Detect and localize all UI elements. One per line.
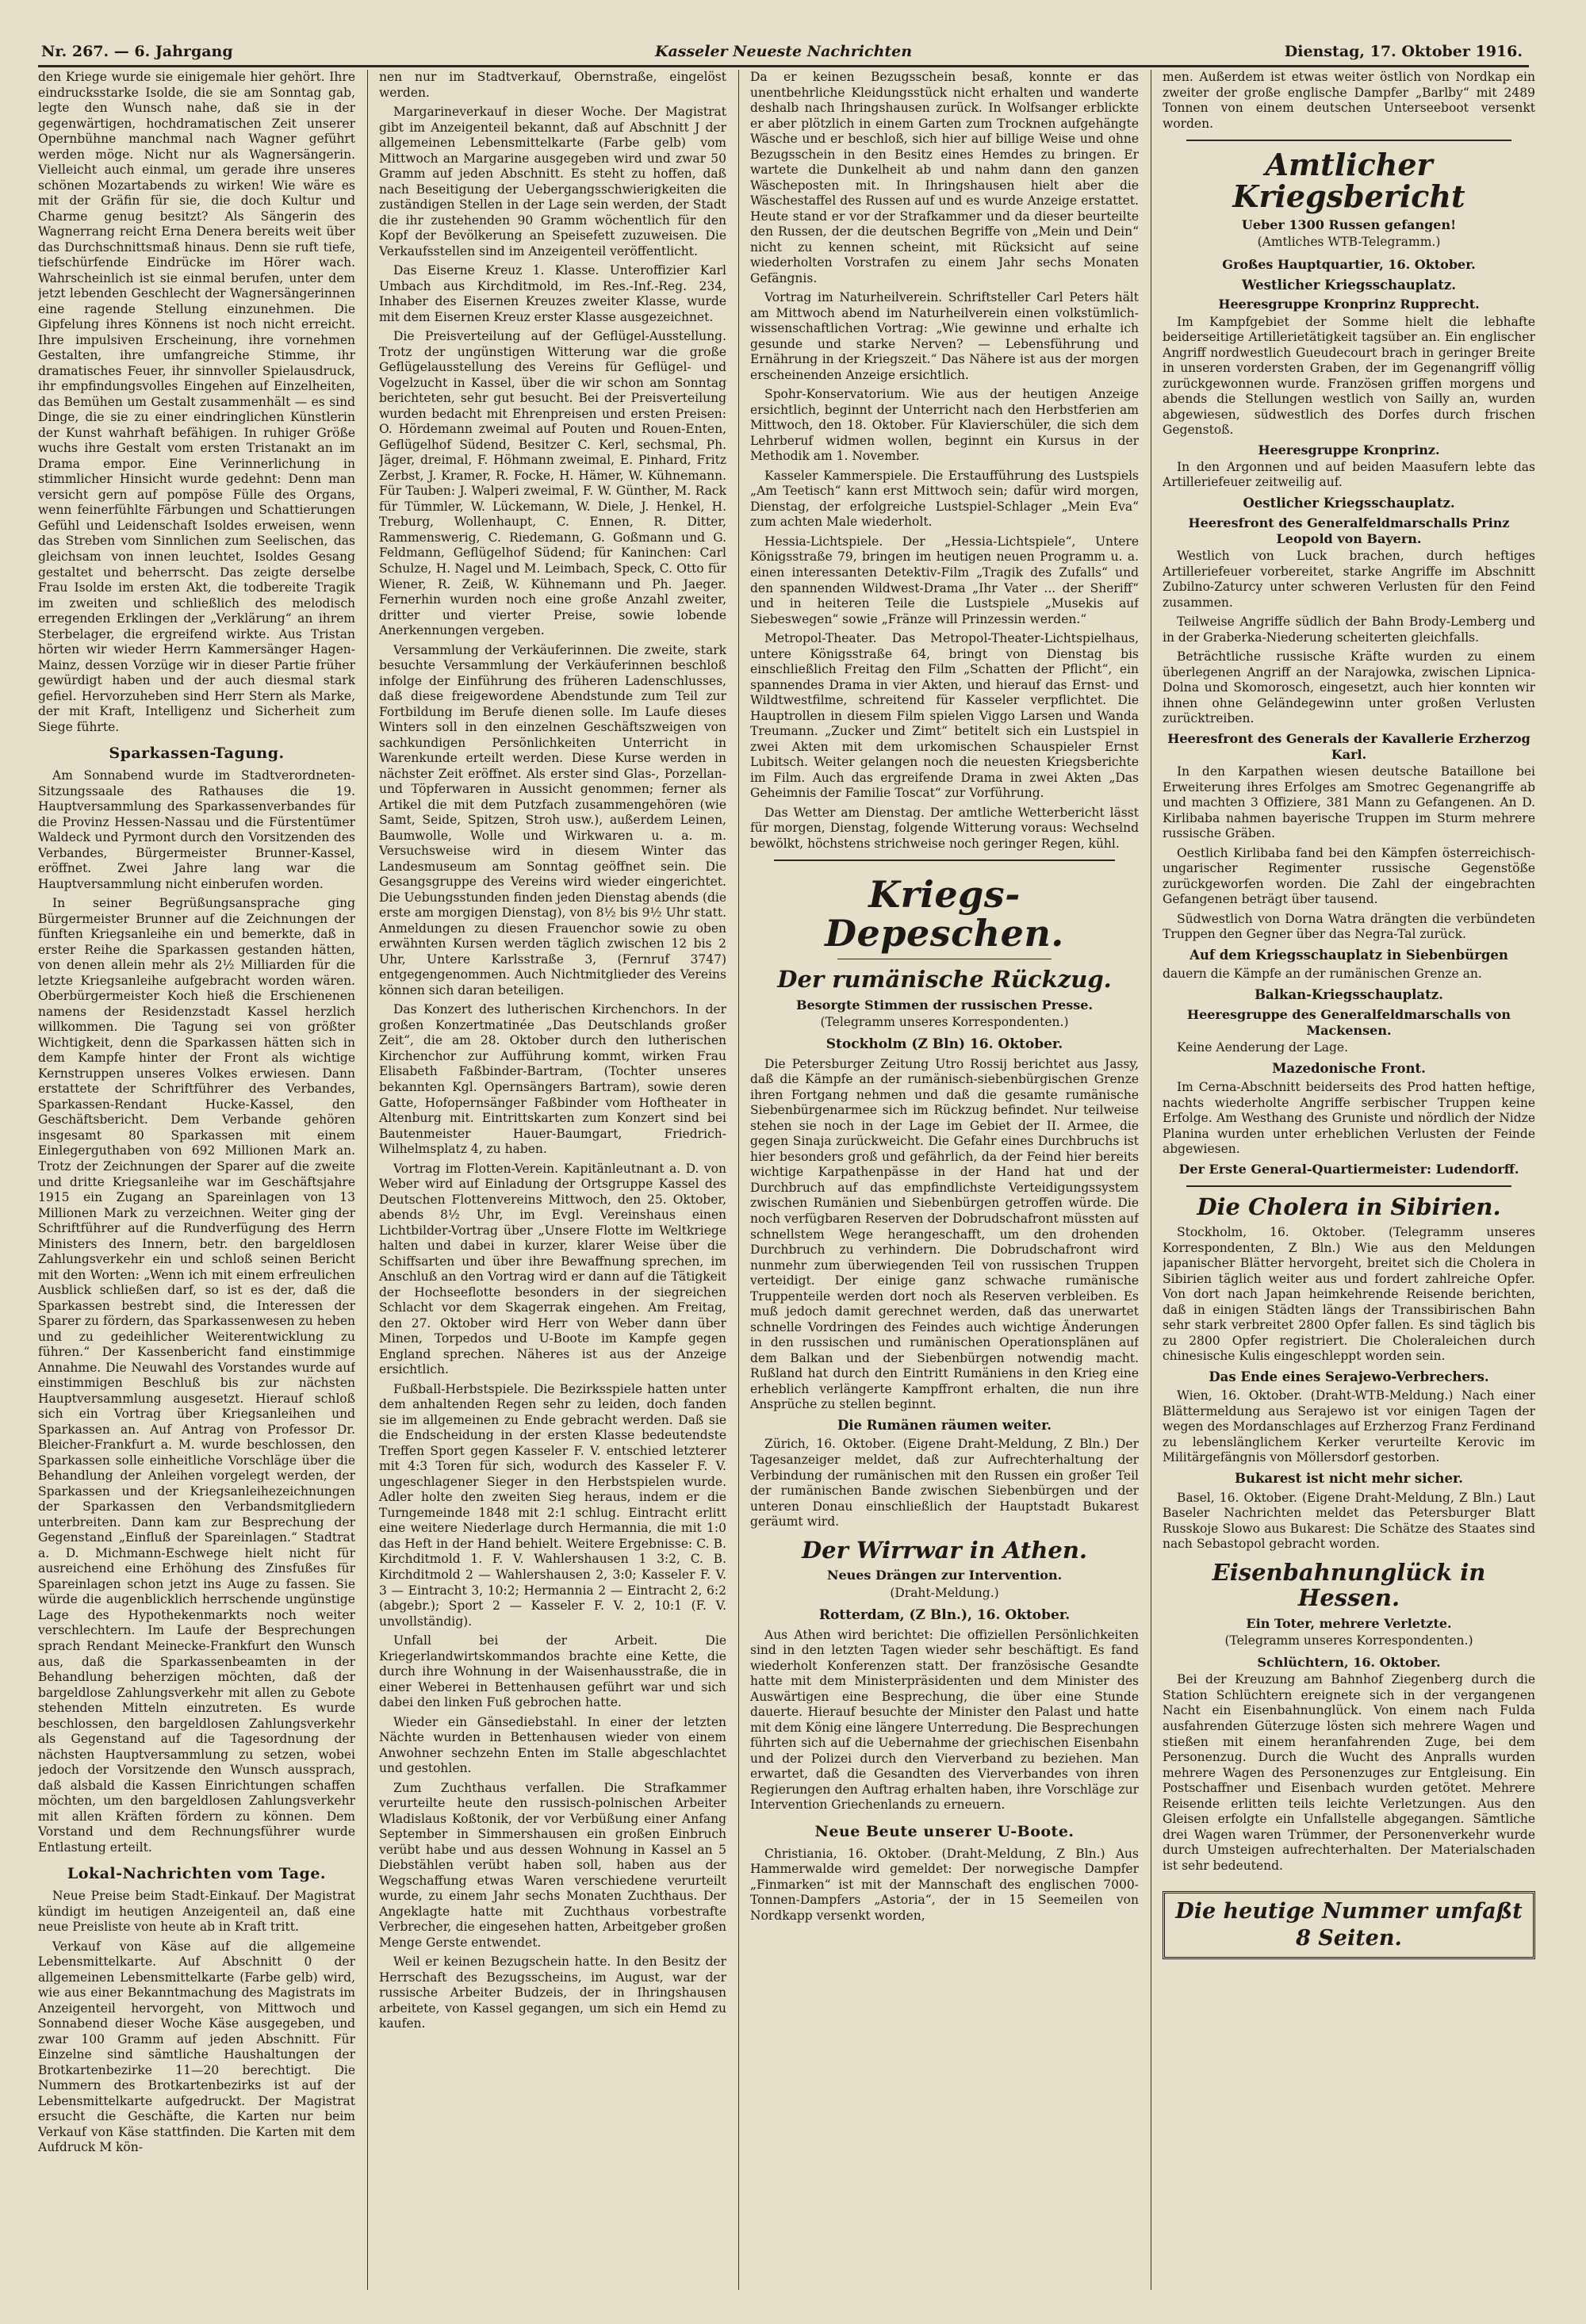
article-paragraph: Wien, 16. Oktober. (Draht-WTB-Meldung.) Nach einer Blättermeldung aus Serajewo ist vor einigen Tagen der wegen des Mordanschlages auf Erzherzog Franz Ferdinand zu lebenslänglichem Kerker verurteilte Kerovic im Militärgefängnis von Möllersdorf gestorben.	[1163, 1388, 1535, 1465]
column-1	[38, 70, 355, 2290]
article-paragraph: Beträchtliche russische Kräfte wurden zu einem überlegenen Angriff an der Narajowka, zwischen Lipnica-Dolna und Skomorosch, eingesetzt, auch hier konnten wir ihnen ohne Geländegewinn unter großen Verlusten zurücktreiben.	[1163, 649, 1535, 726]
article-paragraph: Stockholm, 16. Oktober. (Telegramm unseres Korrespondenten, Z Bln.) Wie aus den Meldungen japanischer Blätter hervorgeht, breitet sich die Cholera in Sibirien täglich weiter aus und fordert zahlreiche Opfer. Von dort nach Japan heimkehrende Reisende berichten, daß in einigen Städten längs der Transsibirischen Bahn sehr stark verbreitet 2800 Opfer fallen. Es sind täglich bis zu 2800 Opfer registriert. Die Choleraleichen durch chinesische Kulis eingeschleppt worden sein.	[1163, 1224, 1535, 1364]
section-subheading: Heeresgruppe Kronprinz Rupprecht.	[1218, 297, 1480, 312]
article-paragraph: Das Wetter am Dienstag. Der amtliche Wetterbericht lässt für morgen, Dienstag, folgende Witterung voraus: Wechselnd bewölkt, höchstens strichweise noch geringer Regen, kühl.	[750, 805, 1139, 851]
issue-date: Dienstag, 17. Oktober 1916.	[1284, 43, 1523, 60]
article-paragraph: nen nur im Stadtverkauf, Obernstraße, eingelöst werden.	[379, 70, 726, 100]
column-rule	[367, 70, 368, 2290]
section-subheading: Heeresgruppe des Generalfeldmarschalls von Mackensen.	[1186, 1006, 1511, 1038]
article-paragraph: Verkauf von Käse auf die allgemeine Lebensmittelkarte. Auf Abschnitt 0 der allgemeinen Lebensmittelkarte (Farbe gelb) wird, wie aus einer Bekanntmachung des Magistrats im Anzeigenteil hervorgeht, von Mittwoch und Sonnabend dieser Woche Käse ausgegeben, und zwar 100 Gramm auf jeden Abschnitt. Für Einzelne sind sämtliche Haushaltungen der Brotkartenbezirke 11—20 berechtigt. Die Nummern des Brotkartenbezirks ist auf der Lebensmittelkarte aufgedruckt. Der Magistrat ersucht die Geschäfte, die Karten nur beim Verkauf von Käse stattfinden. Die Karten mit dem Aufdruck M kön-	[38, 1939, 355, 2155]
article-paragraph: Zürich, 16. Oktober. (Eigene Draht-Meldung, Z Bln.) Der Tagesanzeiger meldet, daß zur Aufrechterhaltung der Verbindung der rumänischen mit den Russen ein großer Teil der rumänischen Bande zwischen Siebenbürgen und der unteren Donau einschließlich der Hauptstadt Bukarest geräumt wird.	[750, 1437, 1139, 1530]
headline-rumaenen-raeumen: Die Rumänen räumen weiter.	[837, 1417, 1052, 1433]
article-paragraph: Vortrag im Naturheilverein. Schriftsteller Carl Peters hält am Mittwoch abend im Naturheilverein einen volkstümlich-wissenschaftlichen Vortrag: „Wie gewinne und erhalte ich gesunde und starke Nerven? — Lebensführung und Ernährung in der Kriegszeit.“ Das Nähere ist aus der morgen erscheinenden Anzeige ersichtlich.	[750, 290, 1139, 382]
headline-bukarest: Bukarest ist nicht mehr sicher.	[1235, 1470, 1463, 1486]
section-heading: Oestlicher Kriegsschauplatz.	[1243, 495, 1455, 511]
article-paragraph: Basel, 16. Oktober. (Eigene Draht-Meldung, Z Bln.) Laut Baseler Nachrichten meldet das Petersburger Blatt Russkoje Slowo aus Bukarest: Die Schätze des Staates sind nach Sebastopol gebracht worden.	[1163, 1490, 1535, 1552]
section-divider	[1186, 1185, 1511, 1187]
article-paragraph: Unfall bei der Arbeit. Die Kriegerlandwirtskommandos brachte eine Kette, die durch ihre Wohnung in der Waisenhausstraße, die in einer Weberei in Bettenhausen geführt war und sich dabei den linken Fuß gebrochen hatte.	[379, 1633, 726, 1710]
article-paragraph: Zum Zuchthaus verfallen. Die Strafkammer verurteilte heute den russisch-polnischen Arbeiter Wladislaus Koßtonik, der vor Verbüßung einer Anfang September in Simmershausen ein großen Einbruch verübt habe und aus dessen Wohnung in Kassel an 5 Diebstählen verübt haben soll, haben aus der Wegschaffung etwas Waren verschiedene verurteilt wurde, zu einem Jahr sechs Monaten Zuchthaus. Der Angeklagte hatte mit Zuchthaus vorbestrafte Verbrecher, die eingesehen hatten, Arbeitgeber großen Menge Gerste entwendet.	[379, 1780, 726, 1950]
headline-eisenbahnunglueck: Eisenbahnunglück in Hessen.	[1212, 1558, 1486, 1611]
article-paragraph: Das Eiserne Kreuz 1. Klasse. Unteroffizier Karl Umbach aus Kirchditmold, im Res.-Inf.-Reg. 234, Inhaber des Eisernen Kreuzes zweiter Klasse, wurde mit dem Eisernen Kreuz erster Klasse ausgezeichnet.	[379, 263, 726, 324]
article-paragraph: Fußball-Herbstspiele. Die Bezirksspiele hatten unter dem anhaltenden Regen sehr zu leiden, doch fanden sie im allgemeinen zu Ende gebracht werden. Daß sie die Endscheidung in der ersten Klasse bedeutendste Treffen Sport gegen Kasseler F. V. entschied letzterer mit 4:3 Toren für sich, wodurch des Kasseler F. V. ungeschlagener Sieger in den Herbstspielen wurde. Adler holte den zweiten Sieg heraus, indem er die Turngemeinde 1848 mit 2:1 schlug. Eintracht erlitt eine weitere Niederlage durch Hermannia, die mit 1:0 das Heft in der Hand behielt. Weitere Ergebnisse: C. B. Kirchditmold 1. F. V. Wahlershausen 1 3:2, C. B. Kirchditmold 2 — Wahlershausen 2, 3:0; Kasseler F. V. 3 — Eintracht 3, 10:2; Hermannia 2 — Eintracht 2, 6:2 (abgebr.); Sport 2 — Kasseler F. V. 2, 10:1 (F. V. unvollständig).	[379, 1381, 726, 1629]
article-paragraph: Neue Preise beim Stadt-Einkauf. Der Magistrat kündigt im heutigen Anzeigenteil an, daß eine neue Preisliste von heute ab in Kraft tritt.	[38, 1889, 355, 1935]
headline-lokal: Lokal-Nachrichten vom Tage.	[67, 1865, 327, 1883]
article-paragraph: Da er keinen Bezugsschein besaß, konnte er das unentbehrliche Kleidungsstück nicht erhalten und wanderte deshalb nach Ihringshausen zurück. In Wolfsanger erblickte er aber plötzlich in einem Garten zum Trocknen aufgehängte Wäsche und er beschloß, sich hier auf billige Weise und ohne Bezugsschein in den Besitz eines Hemdes zu bringen. Er wartete die Dunkelheit ab und nahm dann den ganzen Wäscheposten mit. In Ihringshausen hielt aber die Wäschestaffel des Russen auf und es wurde Anzeige erstattet. Heute stand er vor der Strafkammer und da dieser beurteilte den Russen, der die deutschen Begriffe von „Mein und Dein“ nicht zu kennen scheint, mit Rücksicht auf seine wiederholten Vorstrafen zu einem Jahr sechs Monaten Gefängnis.	[750, 70, 1139, 285]
section-subheading: Heeresfront des Generalfeldmarschalls Prinz Leopold von Bayern.	[1188, 515, 1510, 546]
section-subheading: Heeresfront des Generals der Kavallerie Erzherzog Karl.	[1167, 730, 1530, 762]
source-note: (Draht-Meldung.)	[890, 1585, 999, 1600]
column-3	[750, 70, 1139, 2290]
article-paragraph: Christiania, 16. Oktober. (Draht-Meldung, Z Bln.) Aus Hammerwalde wird gemeldet: Der norwegische Dampfer „Finmarken“ ist mit der Mannschaft des englischen 7000-Tonnen-Dampfers „Astoria“, der in 15 Seemeilen von Nordkapp versenkt worden,	[750, 1846, 1139, 1923]
column-2	[379, 70, 726, 2290]
article-paragraph: Margarineverkauf in dieser Woche. Der Magistrat gibt im Anzeigenteil bekannt, daß auf Abschnitt J der allgemeinen Lebensmittelkarte (Farbe gelb) vom Mittwoch an Margarine ausgegeben wird und zwar 50 Gramm auf jeden Abschnitt. Es steht zu hoffen, daß nach Beseitigung der Uebergangsschwierigkeiten die zuständigen Stellen in der Lage sein werden, der Stadt die ihr zustehenden 90 Gramm wöchentlich für den Kopf der Bevölkerung an Speisefett zuzuweisen. Die Verkaufsstellen sind im Anzeigenteil veröffentlicht.	[379, 105, 726, 258]
section-divider	[774, 860, 1115, 861]
article-paragraph: Versammlung der Verkäuferinnen. Die zweite, stark besuchte Versammlung der Verkäuferinnen beschloß infolge der Einführung des früheren Ladenschlusses, daß diese freigewordene Abendstunde zum Teil zur Fortbildung im Berufe dienen solle. Im Laufe dieses Winters soll in den einzelnen Geschäftszweigen von sachkundigen Persönlichkeiten Unterricht in Warenkunde erteilt werden. Diese Kurse werden in nächster Zeit eröffnet. Als erster sind Glas-, Porzellan- und Töpferwaren in Aussicht genommen; ferner als Artikel die mit dem Putzfach zusammengehören (wie Samt, Seide, Spitzen, Stroh usw.), außerdem Leinen, Baumwolle, Wolle und Wirkwaren u. a. m. Versuchsweise wird in diesem Winter das Landesmuseum am Sonntag geöffnet sein. Die Gesangsgruppe des Vereins wird wieder eingerichtet. Die Uebungsstunden finden jeden Dienstag abends (die erste am morgigen Dienstag), von 8½ bis 9½ Uhr statt. Anmeldungen zu diesen Frauenchor sowie zu oben erwähnten Kursen werden täglich zwischen 12 bis 2 Uhr, Untere Karlsstraße 3, (Fernruf 3747) entgegengenommen. Auch Nichtmitglieder des Vereins können sich daran beteiligen.	[379, 642, 726, 997]
article-paragraph: den Kriege wurde sie einigemale hier gehört. Ihre eindrucksstarke Isolde, die sie am Sonntag gab, legte den Wunsch nahe, daß sie in der gegenwärtigen, hochdramatischen Zeit unserer Opernbühne manchmal nach Wagner geführt werden möge. Nicht nur als Wagnersängerin. Vielleicht auch einmal, um gerade ihre unseres schönen Mozartabends zu wirken! Wie wäre es mit der Gräfin für sie, die doch Kultur und Charme genug besitzt? Als Sängerin des Wagnerrang reicht Erna Denera bereits weit über das Durchschnittsmaß hinaus. Denn sie ruft tiefe, tiefschürfende Eindrücke im Hörer wach. Wahrscheinlich ist sie einmal berufen, unter dem jetzt lebenden Geschlecht der Wagnersängerinnen eine ragende Stellung einzunehmen. Die Gipfelung ihres Könnens ist noch nicht erreicht. Ihre impulsiven Erscheinung, ihre vornehmen Gestalten, ihre umfangreiche Stimme, ihr dramatisches Feuer, ihr sinnvoller Spielausdruck, ihr empfindungsvolles Eingehen auf Einzelheiten, das Bemühen um Gestalt zusammenhält — es sind Dinge, die sie zu einer eindringlichen Künstlerin der Kunst wahrhaft befähigen. In ruhiger Größe wuchs ihre Gestalt vom ersten Tristanakt an im Drama empor. Eine Verinnerlichung in stimmlicher Hinsicht wurde gedehnt: Denn man versicht gern auf pompöse Fülle des Organs, wenn feinerfühlte Färbungen und Schattierungen Gefühl und Leidenschaft Isoldes erweisen, wenn das Streben vom Sinnlichen zum Seelischen, das gleichsam von innen leuchtet, Isoldes Gesang gestaltet und beherrscht. Das zeigte derselbe Frau Isolde im ersten Akt, die todbereite Tragik im zweiten und schließlich des melodisch erregenden Erklingen der „Verklärung“ an ihrem Sterbelager, die ergreifend wirkte. Aus Tristan hörten wir wieder Herrn Kammersänger Hagen-Mainz, dessen Vorzüge wir in dieser Partie früher gewürdigt haben und der auch diesmal stark gefiel. Hervorzuheben sind Herr Stern als Marke, der mit Kraft, Intelligenz und Sicherheit zum Siege führte.	[38, 70, 355, 734]
article-paragraph: Metropol-Theater. Das Metropol-Theater-Lichtspielhaus, untere Königsstraße 64, bringt von Dienstag bis einschließlich Freitag den Film „Schatten der Pflicht“, ein spannendes Drama in vier Akten, und hierauf das Ernst- und Wildtwestfilme, schreitend für Kasseler verpflichtet. Die Hauptrollen in diesem Film spielen Viggo Larsen und Wanda Treumann. „Zucker und Zimt“ betitelt sich ein Lustspiel in zwei Akten mit dem urkomischen Schauspieler Ernst Lubitsch. Weiter gelangen noch die neuesten Kriegsberichte im Film. Auch das ergreifende Drama in zwei Akten „Das Geheimnis der Familie Toscat“ zur Vorführung.	[750, 631, 1139, 801]
headline-wirrwar-athen: Der Wirrwar in Athen.	[801, 1536, 1088, 1564]
article-paragraph: Bei der Kreuzung am Bahnhof Ziegenberg durch die Station Schlüchtern ereignete sich in der vergangenen Nacht ein Eisenbahnunglück. Von einem nach Fulda ausfahrenden Güterzuge lösten sich mehrere Wagen und stießen mit einem heranfahrenden Zuge, bei dem Personenzug. Durch die Wucht des Anpralls wurden mehrere Wagen des Personenzuges zur Entgleisung. Ein Postschaffner und Eisenbach wurden getötet. Mehrere Reisende erlitten teils leichte Verletzungen. Aus den Gleisen erfolgte ein Unfallstelle abgegangen. Sämtliche drei Wagen waren Trümmer, der Personenverkehr wurde durch Umsteigen aufrechterhalten. Der Materialschaden ist sehr bedeutend.	[1163, 1672, 1535, 1873]
section-heading: Westlicher Kriegsschauplatz.	[1242, 277, 1456, 293]
section-divider	[1186, 140, 1511, 141]
article-paragraph: In den Karpathen wiesen deutsche Bataillone bei Erweiterung ihres Erfolges am Smotrec Gegenangriffe ab und machten 3 Offiziere, 381 Mann zu Gefangenen. An D. Kirlibaba nahmen bayerische Truppen im Sturm mehrere russische Gräben.	[1163, 764, 1535, 841]
subheadline: Besorgte Stimmen der russischen Presse.	[795, 997, 1094, 1013]
headline-kriegs-depeschen: Kriegs-Depeschen.	[825, 873, 1064, 955]
article-paragraph: Südwestlich von Dorna Watra drängten die verbündeten Truppen den Gegner über das Negra-Tal zurück.	[1163, 911, 1535, 942]
source-note: (Amtliches WTB-Telegramm.)	[1257, 235, 1441, 249]
article-paragraph: Im Cerna-Abschnitt beiderseits des Prod hatten heftige, nachts wiederholte Angriffe serbischer Truppen keine Erfolge. Am Westhang des Gruniste und nördlich der Nidze Planina wurden unter erheblichen Verlusten der Feinde abgewiesen.	[1163, 1080, 1535, 1157]
article-paragraph: Westlich von Luck brachen, durch heftiges Artilleriefeuer vorbereitet, starke Angriffe im Abschnitt Zubilno-Zaturcy unter schweren Verlusten für den Feind zusammen.	[1163, 549, 1535, 610]
article-paragraph: In den Argonnen und auf beiden Maasufern lebte das Artilleriefeuer zeitweilig auf.	[1163, 459, 1535, 490]
article-paragraph: Vortrag im Flotten-Verein. Kapitänleutnant a. D. von Weber wird auf Einladung der Ortsgruppe Kassel des Deutschen Flottenvereins Mittwoch, den 25. Oktober, abends 8½ Uhr, im Evgl. Vereinshaus einen Lichtbilder-Vortrag über „Unsere Flotte im Weltkriege halten und dabei in kurzer, klarer Weise über die Schiffsarten und über ihre Bewaffnung sprechen, im Anschluß an den Vortrag wird er dann auf die Tätigkeit der Hochseeflotte besonders in der siegreichen Schlacht vor dem Skagerrak eingehen. Am Freitag, den 27. Oktober wird Herr von Weber dann über Minen, Torpedos und U-Boote im Kampfe gegen England sprechen. Näheres ist aus der Anzeige ersichtlich.	[379, 1161, 726, 1377]
headline-cholera-sibirien: Die Cholera in Sibirien.	[1197, 1193, 1501, 1221]
article-paragraph: Im Kampfgebiet der Somme hielt die lebhafte beiderseitige Artillerietätigkeit tagsüber an. Ein englischer Angriff nordwestlich Gueudecourt brach in geringer Breite in unseren vordersten Graben, der im Gegenangriff völlig zurückgewonnen wurde. Französen griffen morgens und abends die Stellungen westlich von Sailly an, wurden abgewiesen, südwestlich des Dorfes durch frischen Gegenstoß.	[1163, 314, 1535, 438]
article-paragraph: Spohr-Konservatorium. Wie aus der heutigen Anzeige ersichtlich, beginnt der Unterricht nach den Herbstferien am Mittwoch, den 18. Oktober. Für Klavierschüler, die sich dem Lehrberuf widmen wollen, beginnt ein Kursus in der Methodik am 1. November.	[750, 387, 1139, 464]
column-rule	[738, 70, 739, 2290]
article-paragraph: Die Petersburger Zeitung Utro Rossij berichtet aus Jassy, daß die Kämpfe an der rumänisch-siebenbürgischen Grenze ihren Fortgang nehmen und daß die gesamte rumänische Siebenbürgenarmee sich im Rückzug befindet. Nur teilweise stehen sie noch in der Lage im Gebiet der II. Armee, die gegen Sinaja zurückweicht. Die Gefahr eines Durchbruchs ist hier besonders groß und gefährlich, da der Feind hier bereits wichtige Karpathenpässe in der Hand hat und der Durchbruch auf das empfindlichste Verteidigungssystem zwischen Rumänien und Siebenbürgen getroffen würde. Die noch verfügbaren Reserven der Dobrudschafront müssten auf schnellstem Wege herangeschafft, um den drohenden Durchbruch zu verhindern. Die Dobrudschafront wird nunmehr zum überwiegenden Teil von russischen Truppen verteidigt. Der einige ganz schwache rumänische Truppenteile werden dort noch als Reserven verbleiben. Es muß jedoch damit gerechnet werden, daß das unerwartet schnelle Vordringen des Feindes auch wichtige Änderungen in den russischen und rumänischen Operationsplänen auf dem Balkan und der Siebenbürgen notwendig macht. Rußland hat durch den Eintritt Rumäniens in den Krieg eine erheblich verlängerte Kampffront erhalten, die nun ihre Ansprüche zu stellen beginnt.	[750, 1056, 1139, 1412]
subheadline: Neues Drängen zur Intervention.	[826, 1568, 1063, 1583]
page-count-notice: Die heutige Nummer umfaßt 8 Seiten.	[1163, 1891, 1535, 1959]
signature: Der Erste General-Quartiermeister: Ludendorff.	[1178, 1161, 1519, 1177]
article-paragraph: dauern die Kämpfe an der rumänischen Grenze an.	[1163, 967, 1482, 982]
page-header	[38, 41, 1529, 67]
article-paragraph: Das Konzert des lutherischen Kirchenchors. In der großen Konzertmatinée „Das Deutschlands großer Zeit“, die am 28. Oktober durch den lutherischen Kirchenchor zur Aufführung kommt, wirken Frau Elisabeth Faßbinder-Bartram, (Tochter unseres bekannten Kgl. Opernsängers Bartram), sowie deren Gatte, Hofopernsänger Faßbinder vom Hoftheater in Altenburg mit. Eintrittskarten zum Konzert sind bei Bautenmeister Hauer-Baumgart, Friedrich-Wilhelmsplatz 4, zu haben.	[379, 1002, 726, 1157]
section-heading: Balkan-Kriegsschauplatz.	[1255, 986, 1443, 1002]
column-4	[1163, 70, 1535, 2290]
section-subheading: Heeresgruppe Kronprinz.	[1258, 442, 1440, 458]
section-heading: Auf dem Kriegsschauplatz in Siebenbürgen	[1190, 947, 1508, 963]
issue-number: Nr. 267. — 6. Jahrgang	[41, 43, 233, 60]
subheadline: Ein Toter, mehrere Verletzte.	[1246, 1615, 1452, 1631]
article-paragraph: In seiner Begrüßungsansprache ging Bürgermeister Brunner auf die Zeichnungen der fünften Kriegsanleihe ein und bemerkte, daß in erster Reihe die Sparkassen gestanden hätten, von denen allein mehr als 2½ Milliarden für die letzte Kriegsanleihe aufgebracht worden wären. Oberbürgermeister Koch hieß die Erschienenen namens der Residenzstadt Kassel herzlich willkommen. Die Tagung sei von größter Wichtigkeit, denn die Sparkassen hätten sich in dem Kampfe hinter der Front als wichtige Kernstruppen unseres Volkes erwiesen. Dann erstattete der Schriftführer des Verbandes, Sparkassen-Rendant Hucke-Kassel, den Geschäftsbericht. Dem Verbande gehören insgesamt 80 Sparkassen mit einem Einlegerguthaben von 692 Millionen Mark an. Trotz der Zeichnungen der Sparer auf die zweite und dritte Kriegsanleihe war im Geschäftsjahre 1915 ein Zugang an Spareinlagen von 13 Millionen Mark zu verzeichnen. Weiter ging der Schriftführer auf die Rundverfügung des Herrn Ministers des Innern, betr. den bargeldlosen Zahlungsverkehr ein und schloß seinen Bericht mit den Worten: „Wenn ich mit einem erfreulichen Ausblick schließen darf, so ist es der, daß die Sparkassen bestrebt sind, die Interessen der Sparer zu fördern, das Sparkassenwesen zu heben und zu gedeihlicher Weiterentwicklung zu führen.“ Der Kassenbericht fand einstimmige Annahme. Die Neuwahl des Vorstandes wurde auf einstimmigen Beschluß bis zur nächsten Hauptversammlung ausgesetzt. Hierauf schloß sich ein Vortrag über Kriegsanleihen und Sparkassen an. Auf Antrag von Professor Dr. Bleicher-Frankfurt a. M. wurde beschlossen, den Sparkassen solle einheitliche Vorschläge über die Behandlung der Anleihen vorgelegt werden, der Sparkassen und der Kriegsanleihezeichnungen der Sparkassen den Verbandsmitgliedern unterbreiten. Dann kam zur Besprechung der Gegenstand „Einfluß der Spareinlagen.“ Stadtrat a. D. Michmann-Eschwege hielt nicht für ausreichend eine Erhöhung des Zinsfußes für Spareinlagen schon jetzt ins Auge zu fassen. Sie würde die augenblicklich herrschende ungünstige Lage des Hypothekenmarkts noch weiter verschlechtern. Im Laufe der Besprechungen sprach Rendant Meinecke-Frankfurt den Wunsch aus, daß die Sparkassenbeamten in der Behandlung beherzigen möchten, daß der bargeldlose Zahlungsverkehr mit allen zu Gebote stehenden Mitteln einzutreten. Es wurde beschlossen, den bargeldlosen Zahlungsverkehr als Gegenstand auf die Tagesordnung der nächsten Hauptversammlung zu setzen, wobei jedoch der Vorsitzende den Wunsch aussprach, daß alsbald die Kassen Einrichtungen schaffen möchten, um den bargeldlosen Zahlungsverkehr mit allen Kräften fördern zu können. Dem Vorstand und dem Rechnungsführer wurde Entlastung erteilt.	[38, 896, 355, 1855]
newspaper-title: Kasseler Neueste Nachrichten	[654, 43, 913, 60]
headline-rumaenischer-rueckzug: Der rumänische Rückzug.	[777, 965, 1112, 993]
article-paragraph: Keine Aenderung der Lage.	[1177, 1040, 1349, 1055]
article-paragraph: Am Sonnabend wurde im Stadtverordneten-Sitzungssaale des Rathauses die 19. Hauptversammlung des Sparkassenverbandes für die Provinz Hessen-Nassau und die Fürstentümer Waldeck und Pyrmont durch den Vorsitzenden des Verbandes, Bürgermeister Brunner-Kassel, eröffnet. Zwei Jahre lang war die Hauptversammlung nicht einberufen worden.	[38, 768, 355, 891]
headline-sparkassen: Sparkassen-Tagung.	[109, 745, 285, 763]
article-paragraph: Hessia-Lichtspiele. Der „Hessia-Lichtspiele“, Untere Königsstraße 79, bringen im heutigen neuen Programm u. a. einen interessanten Detektiv-Film „Tragik des Zufalls“ und den spannenden Wildwest-Drama „Ihr Vater ... der Sheriff“ und in heiteren Teile die Lustspiele „Musekis auf Siebeswegen“ sowie „Fränze will Prinzessin werden.“	[750, 534, 1139, 626]
section-heading: Mazedonische Front.	[1272, 1060, 1426, 1076]
article-paragraph: Oestlich Kirlibaba fand bei den Kämpfen österreichisch-ungarischer Regimenter russische Gegenstöße zurückgeworfen worden. Die Zahl der eingebrachten Gefangenen beträgt über tausend.	[1163, 845, 1535, 907]
dateline: Schlüchtern, 16. Oktober.	[1257, 1655, 1441, 1671]
article-paragraph: Wieder ein Gänsediebstahl. In einer der letzten Nächte wurden in Bettenhausen wieder von einem Anwohner sechzehn Enten im Stalle abgeschlachtet und gestohlen.	[379, 1714, 726, 1776]
article-paragraph: men. Außerdem ist etwas weiter östlich von Nordkap ein zweiter der große englische Dampfer „Barlby“ mit 2489 Tonnen von einem deutschen Unterseeboot versenkt worden.	[1163, 70, 1535, 131]
article-paragraph: Aus Athen wird berichtet: Die offiziellen Persönlichkeiten sind in den letzten Tagen wieder sehr beschäftigt. Es fand wiederholt Konferenzen statt. Der französische Gesandte hatte mit dem Ministerpräsidenten und dem Minister des Auswärtigen eine Besprechung, die über eine Stunde dauerte. Hierauf besuchte der Minister den Palast und hatte mit dem König eine längere Unterredung. Die Besprechungen führten sich auf die Uebernahme der griechischen Eisenbahn und der Polizei durch den Vierverband zu beziehen. Man erwartet, daß die Gesandten des Vierverbandes von ihren Regierungen den Auftrag erhalten haben, ihre Vorschläge zur Intervention Griechenlands zu erneuern.	[750, 1627, 1139, 1813]
dateline: Stockholm (Z Bln) 16. Oktober.	[826, 1036, 1063, 1053]
source-note: (Telegramm unseres Korrespondenten.)	[820, 1014, 1069, 1029]
article-paragraph: Kasseler Kammerspiele. Die Erstaufführung des Lustspiels „Am Teetisch“ kann erst Mittwoch sein; dafür wird morgen, Dienstag, der erfolgreiche Lustspiel-Schlager „Mein Eva“ zum achten Male wiederholt.	[750, 468, 1139, 530]
article-paragraph: Weil er keinen Bezugschein hatte. In den Besitz der Herrschaft des Bezugsscheins, im August, war der russische Arbeiter Budzeis, der in Ihringshausen arbeitete, von Kassel gegangen, um sich ein Hemd zu kaufen.	[379, 1955, 726, 2031]
article-paragraph: Die Preisverteilung auf der Geflügel-Ausstellung. Trotz der ungünstigen Witterung war die große Geflügelausstellung des Vereins für Geflügel- und Vogelzucht in Kassel, über die wir schon am Sonntag berichteten, sehr gut besucht. Bei der Preisverteilung wurden bedacht mit Ehrenpreisen und ersten Preisen: O. Hördemann zweimal auf Pouten und Rouen-Enten, Geflügelhof Südend, Besitzer C. Kerl, sechsmal, Ph. Jäger, dreimal, F. Höhmann zweimal, E. Pinhard, Fritz Zerbst, J. Kramer, R. Focke, H. Hämer, W. Kühnemann. Für Tauben: J. Walperi zweimal, F. W. Günther, M. Rack für Tümmler, W. Lückemann, W. Diele, J. Henkel, H. Treburg, Wollenhaupt, C. Ennen, R. Ditter, Rammenswerig, C. Riedemann, G. Goßmann und G. Feldmann, Geflügelhof Südend; für Kaninchen: Carl Schulze, H. Nagel und M. Leimbach, Speck, C. Otto für Wiener, R. Zeiß, W. Kühnemann und Ph. Jaeger. Fernerhin wurden noch eine große Anzahl zweiter, dritter und vierter Preise, sowie lobende Anerkennungen vergeben.	[379, 329, 726, 638]
headline-serajewo: Das Ende eines Serajewo-Verbrechers.	[1209, 1369, 1489, 1384]
headline-amtlicher-kriegsbericht: Amtlicher Kriegsbericht	[1232, 147, 1465, 214]
subheadline: Ueber 1300 Russen gefangen!	[1241, 216, 1457, 232]
dateline: Rotterdam, (Z Bln.), 16. Oktober.	[818, 1607, 1071, 1624]
article-paragraph: Teilweise Angriffe südlich der Bahn Brody-Lemberg und in der Graberka-Niederung scheiterten gleichfalls.	[1163, 615, 1535, 645]
dateline: Großes Hauptquartier, 16. Oktober.	[1222, 256, 1476, 272]
source-note: (Telegramm unseres Korrespondenten.)	[1224, 1633, 1473, 1648]
headline-u-boote: Neue Beute unserer U-Boote.	[814, 1822, 1075, 1840]
